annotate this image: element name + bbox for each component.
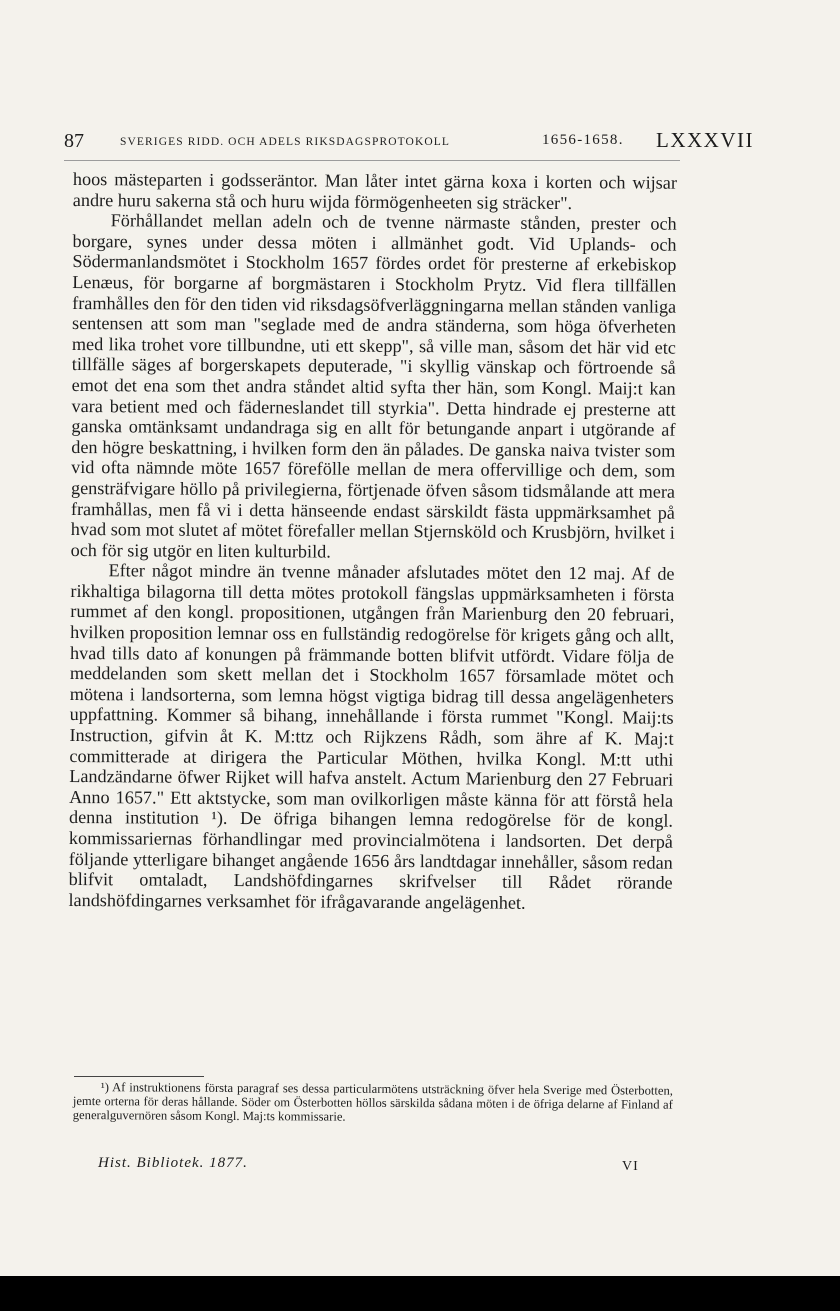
source-note: Hist. Bibliotek. 1877. bbox=[98, 1155, 248, 1171]
volume-number: LXXXVII bbox=[656, 128, 754, 152]
header-rule bbox=[64, 160, 680, 161]
paragraph-2: Förhållandet mellan adeln och de tvenne närmaste stånden, prester och borgare, synes under dessa möten i allmänhet godt. Vid Uplands- och Södermanlandsmötet i Stockholm 1657 fördes ordet för presterne af erkebiskop Lenæus, för borgarne af borgmästaren i Stockholm Prytz. Vid flera tillfällen framhålles den för den tiden vid riksdagsöfverläggningarna mellan stånden vanliga sentensen att som man "seglade med de andra ständerna, som höga öfverheten med lika trohet vore tillbundne, uti ett skepp", så ville man, såsom det här vid etc tillfälle säges af borgerskapets deputerade, "i skyllig vänskap och förtroende så emot det ena som thet andra ståndet altid syfta ther hän, som Kongl. Maij:t kan vara betient med och fäderneslandet till styrkia". Detta hindrade ej presterne att ganska omtänksamt undandraga sig en allt för betungande anpart i utgörande af den högre beskattning, i hvilken form den än pålades. De ganska naiva tvister som vid ofta nämnde möte 1657 förefölle mellan de mera offervillige och dem, som gensträfvigare höllo på privilegierna, förtjenade öfven såsom tidsmålande att mera framhållas, men få vi i detta hänseende endast särskildt fästa uppmärksamhet på hvad som mot slutet af mötet förefaller mellan Stjernsköld och Krusbjörn, hvilket i och för sig utgör en liten kulturbild. bbox=[70, 210, 677, 562]
footnote-rule bbox=[74, 1076, 204, 1077]
paragraph-3: Efter något mindre än tvenne månader afslutades mötet den 12 maj. Af de rikhaltiga bilagorna till detta mötes protokoll fängslas uppmärksamheten i första rummet af den kongl. propositionen, utgången från Marienburg den 20 februari, hvilken proposition lemnar oss en fullständig redogörelse för krigets gång och allt, hvad tills dato af konungen på främmande botten blifvit utfördt. Vidare följa de meddelanden som skett mellan det i Stockholm 1657 församlade mötet och mötena i landsorterna, som lemna högst vigtiga bidrag till dessa angelägenheters uppfattning. Kommer så bihang, innehållande i första rummet "Kongl. Maij:ts Instruction, gifvin åt K. M:ttz och Rijkzens Rådh, som ähre af K. Maj:t committerade at dirigera the Particular Möthen, hvilka Kongl. M:tt uthi Landzändarne öfwer Rijket will hafva anstelt. Actum Marienburg den 27 Februari Anno 1657." Ett aktstycke, som man ovilkorligen måste känna för att förstå hela denna institution ¹). De öfriga bihangen lemna redogörelse för de kongl. kommissariernas förhandlingar med provincialmötena i landsorten. Det derpå följande ytterligare bihanget angående 1656 års landtdagar innehåller, såsom redan blifvit omtaladt, Landshöfdingarnes skrifvelser till Rådet rörande landshöfdingarnes verksamhet för ifrågavarande angelägenhet. bbox=[68, 560, 675, 913]
footnote-text: ¹) Af instruktionens första paragraf ses dessa particularmötens utsträckning öfver hela Sverige med Österbotten, jemte orterna för deras hållande. Söder om Österbotten höllos särskilda sådana möten i de öfriga delarne af Finland af generalguvernören såsom Kongl. Maj:ts kommissarie. bbox=[72, 1080, 673, 1125]
paragraph-1: hoos mästeparten i godsseräntor. Man låter intet gärna koxa i korten och wijsar andre huru sakerna stå och huru wijda förmögenheeten sig sträcker". bbox=[72, 169, 677, 213]
running-title: SVERIGES RIDD. OCH ADELS RIKSDAGSPROTOKOLL bbox=[120, 136, 450, 148]
signature-mark: VI bbox=[622, 1159, 639, 1174]
body-text bbox=[68, 169, 677, 914]
footnote bbox=[73, 1080, 673, 1126]
page-footer bbox=[98, 1155, 658, 1177]
header-years: 1656-1658. bbox=[542, 132, 624, 148]
scan-border bbox=[0, 1276, 840, 1311]
page-number: 87 bbox=[64, 130, 84, 152]
page-header bbox=[64, 128, 754, 156]
